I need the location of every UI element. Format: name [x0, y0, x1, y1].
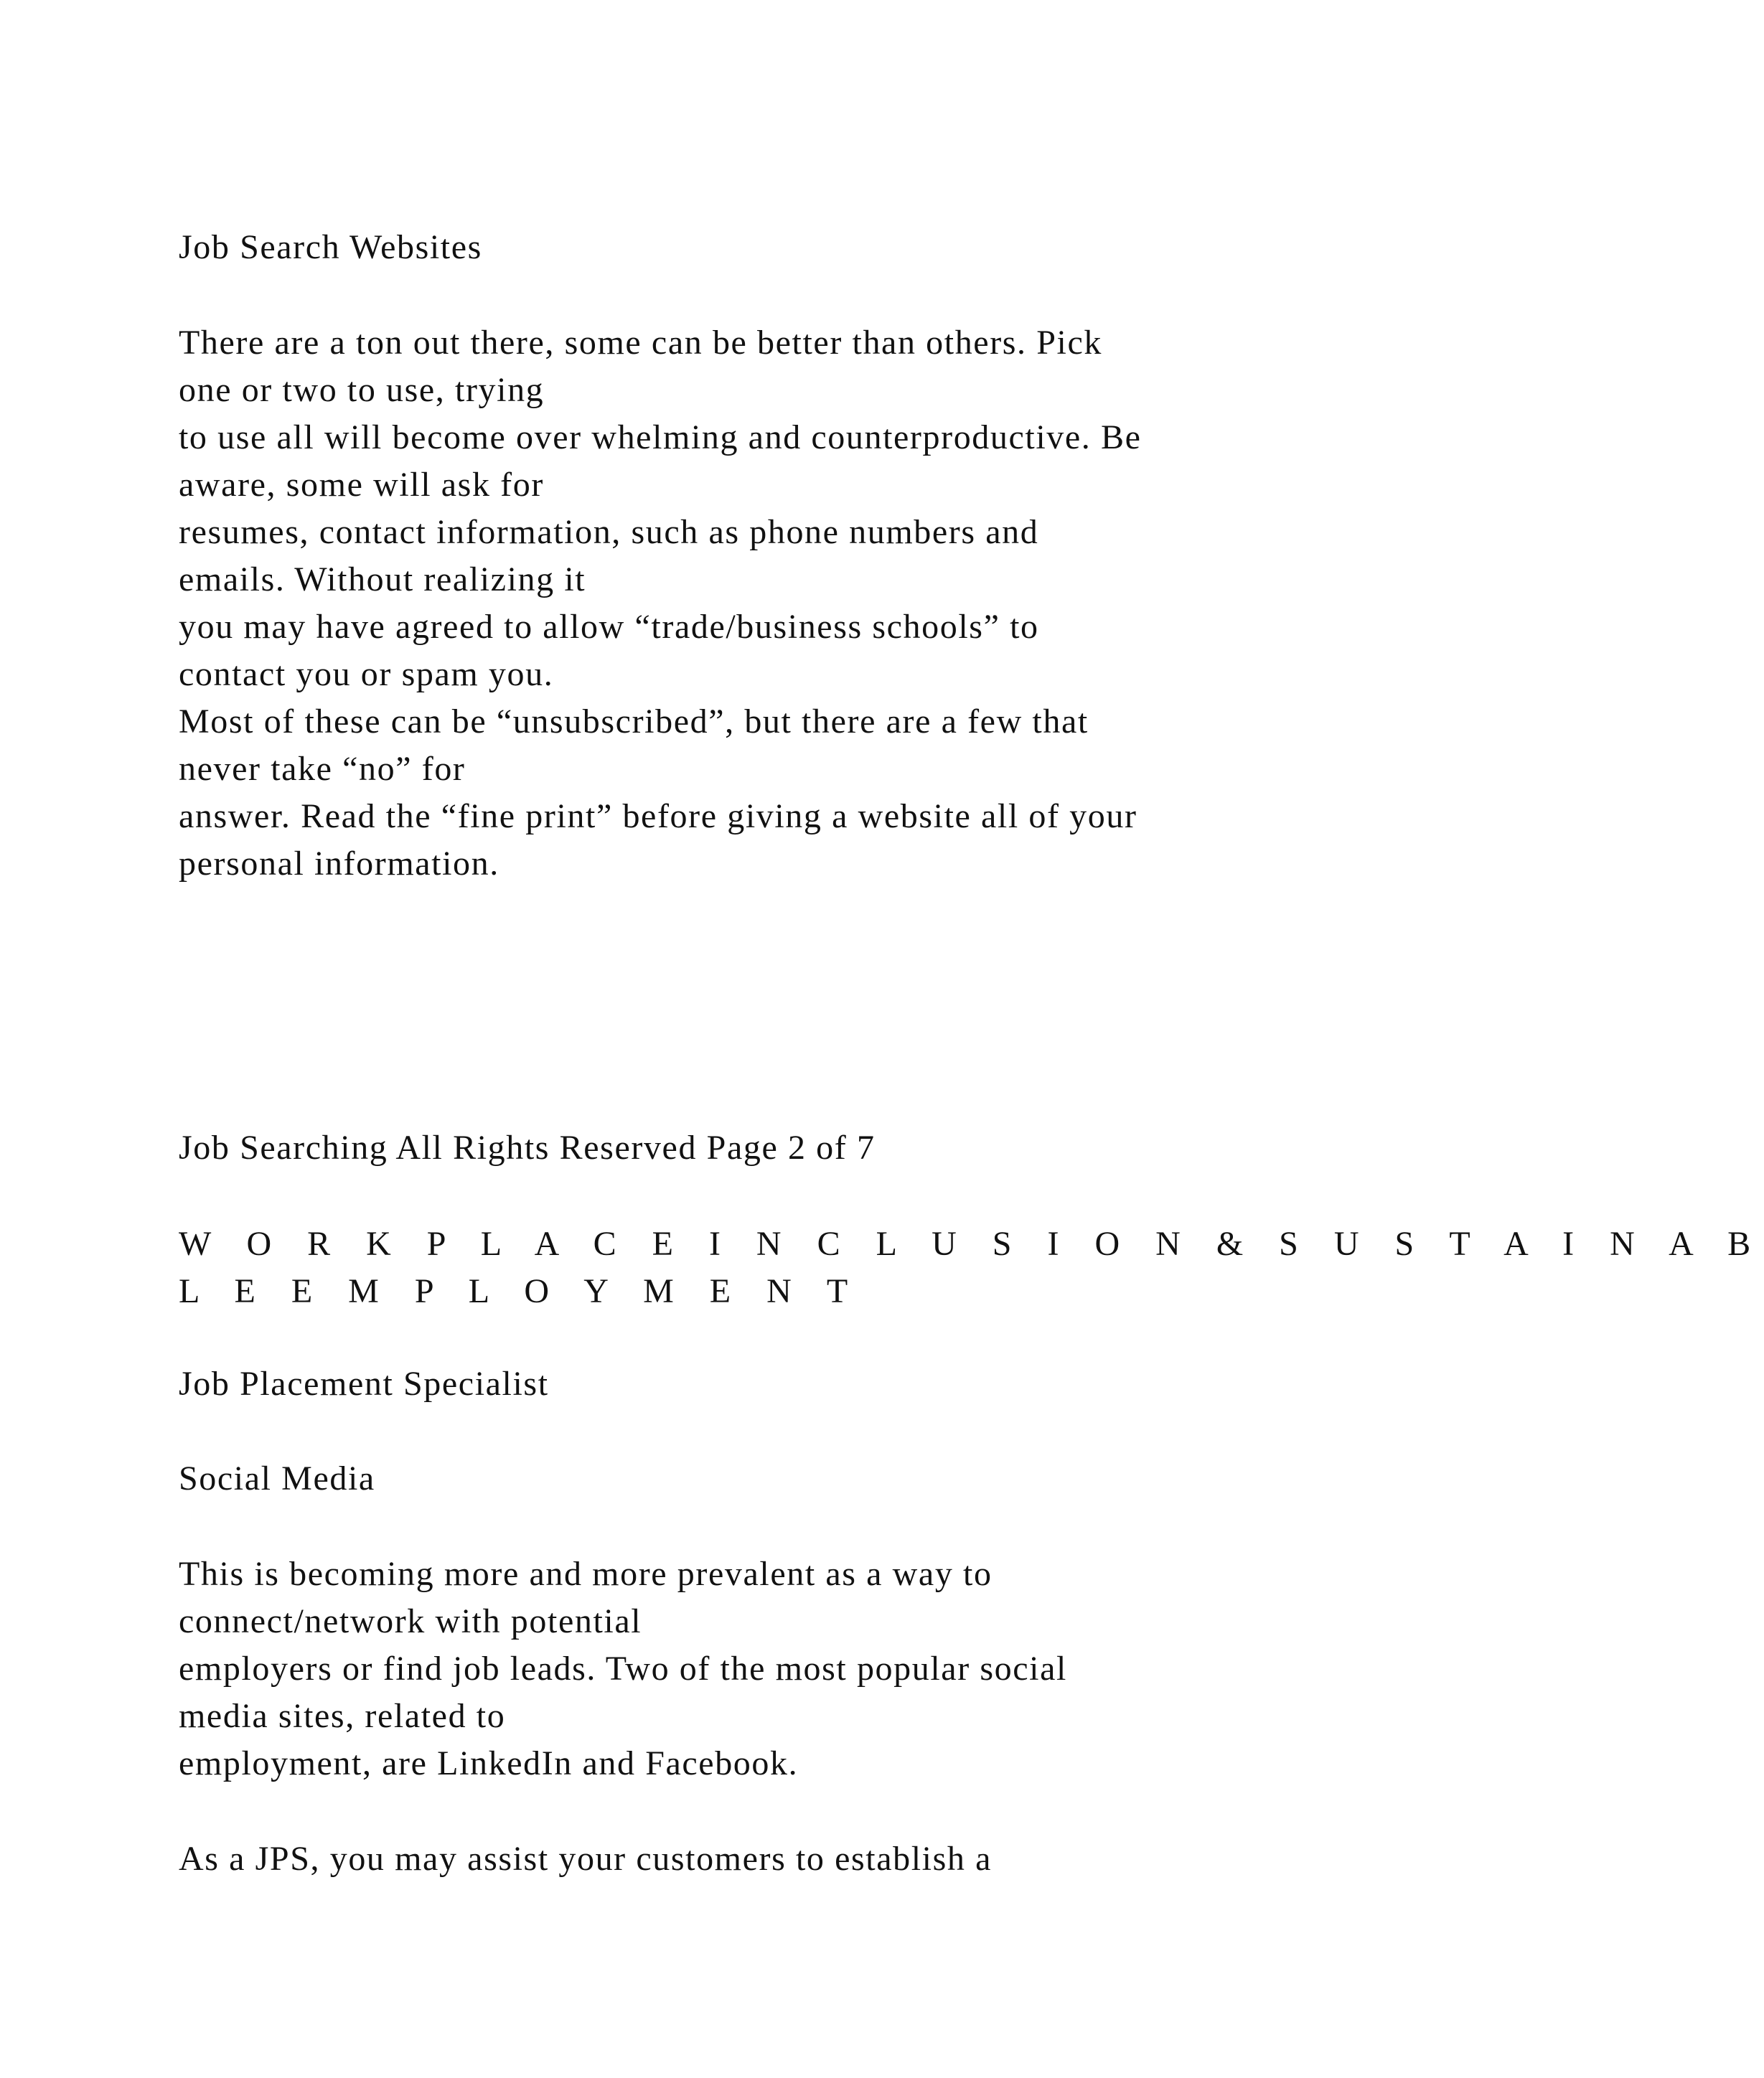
- paragraph-line: emails. Without realizing it: [179, 560, 586, 598]
- paragraph-line: resumes, contact information, such as phone numbers and: [179, 513, 1039, 551]
- section-heading-social-media: Social Media: [179, 1459, 375, 1498]
- paragraph-line: media sites, related to: [179, 1697, 506, 1735]
- paragraph-line: As a JPS, you may assist your customers to establish a: [179, 1840, 993, 1878]
- paragraph-line: contact you or spam you.: [179, 655, 554, 693]
- paragraph-line: to use all will become over whelming and counterproductive. Be: [179, 418, 1142, 456]
- paragraph-line: never take “no” for: [179, 750, 466, 788]
- paragraph-line: employers or find job leads. Two of the most popular social: [179, 1650, 1067, 1688]
- banner-line: W O R K P L A C E I N C L U S I O N & S U S T A I N A B: [179, 1225, 1764, 1263]
- section-heading-job-search-websites: Job Search Websites: [179, 228, 482, 266]
- paragraph-line: one or two to use, trying: [179, 371, 545, 409]
- paragraph-line: connect/network with potential: [179, 1602, 642, 1640]
- paragraph-line: Most of these can be “unsubscribed”, but there are a few that: [179, 702, 1089, 741]
- paragraph-line: answer. Read the “fine print” before giving a website all of your: [179, 797, 1137, 835]
- paragraph-line: There are a ton out there, some can be better than others. Pick: [179, 324, 1102, 362]
- paragraph-line: you may have agreed to allow “trade/business schools” to: [179, 608, 1039, 646]
- paragraph-line: aware, some will ask for: [179, 466, 544, 504]
- page-footer: Job Searching All Rights Reserved Page 2 of 7: [179, 1129, 876, 1167]
- banner-line: L E E M P L O Y M E N T: [179, 1272, 862, 1310]
- paragraph-line: personal information.: [179, 845, 499, 883]
- role-title: Job Placement Specialist: [179, 1365, 549, 1403]
- paragraph-line: This is becoming more and more prevalent as a way to: [179, 1555, 993, 1593]
- paragraph-line: employment, are LinkedIn and Facebook.: [179, 1744, 799, 1782]
